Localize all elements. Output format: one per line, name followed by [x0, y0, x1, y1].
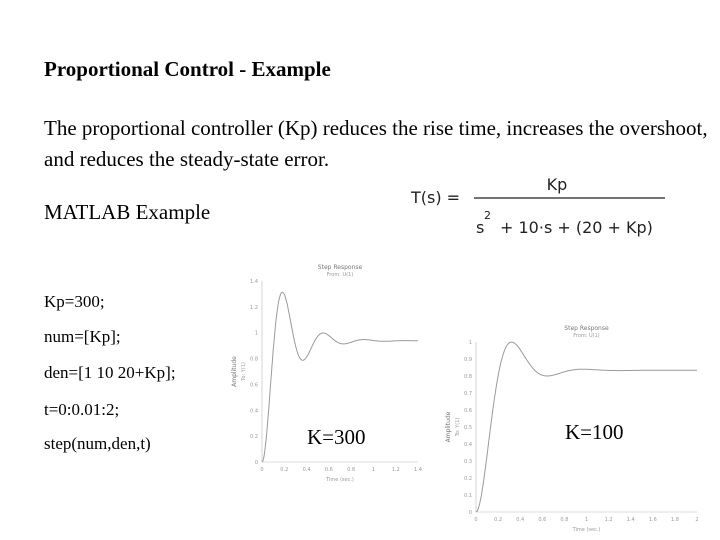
code-line: num=[Kp]; [44, 327, 121, 346]
y-tick-label: 1 [254, 330, 258, 337]
x-tick-label: 0 [474, 517, 478, 523]
x-tick-label: 0.4 [302, 467, 311, 473]
y-tick-label: 0.1 [464, 493, 472, 499]
x-tick-label: 0.8 [347, 467, 356, 473]
y-tick-label: 0.6 [464, 408, 472, 414]
y-axis-label-2: To: Y(1) [241, 362, 247, 381]
equation-den-rest: + 10·s + (20 + Kp) [500, 218, 653, 237]
x-tick-label: 0.8 [560, 517, 569, 523]
x-tick-label: 1 [371, 467, 376, 473]
y-tick-label: 0.8 [464, 374, 472, 380]
k300-label: K=300 [307, 425, 366, 449]
y-tick-label: 0.8 [250, 356, 258, 363]
y-tick-label: 0.7 [464, 391, 472, 397]
x-tick-label: 0.6 [538, 517, 547, 523]
y-axis-label: Amplitude [445, 411, 452, 443]
chart-subtitle: From: U(1) [573, 333, 600, 339]
y-tick-label: 1 [468, 340, 472, 346]
x-tick-label: 1.2 [604, 517, 613, 523]
y-tick-label: 0.4 [250, 408, 258, 415]
x-tick-label: 1 [584, 517, 589, 523]
chart-title: Step Response [317, 264, 363, 271]
y-tick-label: 0.2 [464, 476, 472, 482]
y-tick-label: 0.4 [464, 442, 472, 448]
y-tick-label: 0 [254, 460, 258, 466]
x-tick-label: 0.6 [324, 467, 333, 473]
equation-den-s: s [476, 218, 485, 237]
x-tick-label: 2 [695, 517, 699, 523]
y-tick-label: 0.5 [464, 425, 472, 431]
equation-numerator: Kp [546, 175, 568, 194]
k100-label: K=100 [565, 420, 624, 444]
x-tick-label: 1.4 [414, 467, 422, 473]
y-tick-label: 0.3 [464, 459, 472, 465]
x-axis-label: Time (sec.) [326, 477, 354, 483]
y-tick-label: 0 [468, 510, 472, 516]
x-tick-label: 1.2 [391, 467, 400, 473]
matlab-heading: MATLAB Example [44, 200, 211, 224]
chart-title: Step Response [564, 325, 609, 332]
y-axis-label: Amplitude [231, 356, 238, 387]
x-tick-label: 0.2 [280, 467, 289, 473]
y-tick-label: 1.4 [250, 279, 258, 285]
x-tick-label: 1.6 [648, 517, 657, 523]
chart-subtitle: From: U(1) [326, 272, 354, 278]
y-tick-label: 0.6 [250, 382, 258, 389]
y-tick-label: 0.9 [464, 357, 472, 363]
x-tick-label: 1.4 [626, 517, 635, 523]
code-line: den=[1 10 20+Kp]; [44, 363, 176, 382]
x-tick-label: 0 [260, 467, 264, 473]
equation-lhs: T(s) = [411, 188, 461, 207]
equation-den-exponent: 2 [484, 209, 491, 222]
x-tick-label: 0.2 [494, 517, 503, 523]
y-tick-label: 0.2 [250, 434, 258, 441]
code-line: t=0:0.01:2; [44, 400, 120, 419]
x-tick-label: 0.4 [516, 517, 525, 523]
intro-text: The proportional controller (Kp) reduces the rise time, increases the overshoot, and reduces the steady-state error. [44, 116, 708, 171]
code-line: step(num,den,t) [44, 434, 151, 453]
y-axis-label-2: To: Y(1) [455, 417, 461, 437]
slide-title: Proportional Control - Example [44, 57, 331, 81]
y-tick-label: 1.2 [250, 304, 258, 311]
x-tick-label: 1.8 [670, 517, 679, 523]
code-line: Kp=300; [44, 292, 105, 311]
x-axis-label: Time (sec.) [572, 527, 601, 533]
